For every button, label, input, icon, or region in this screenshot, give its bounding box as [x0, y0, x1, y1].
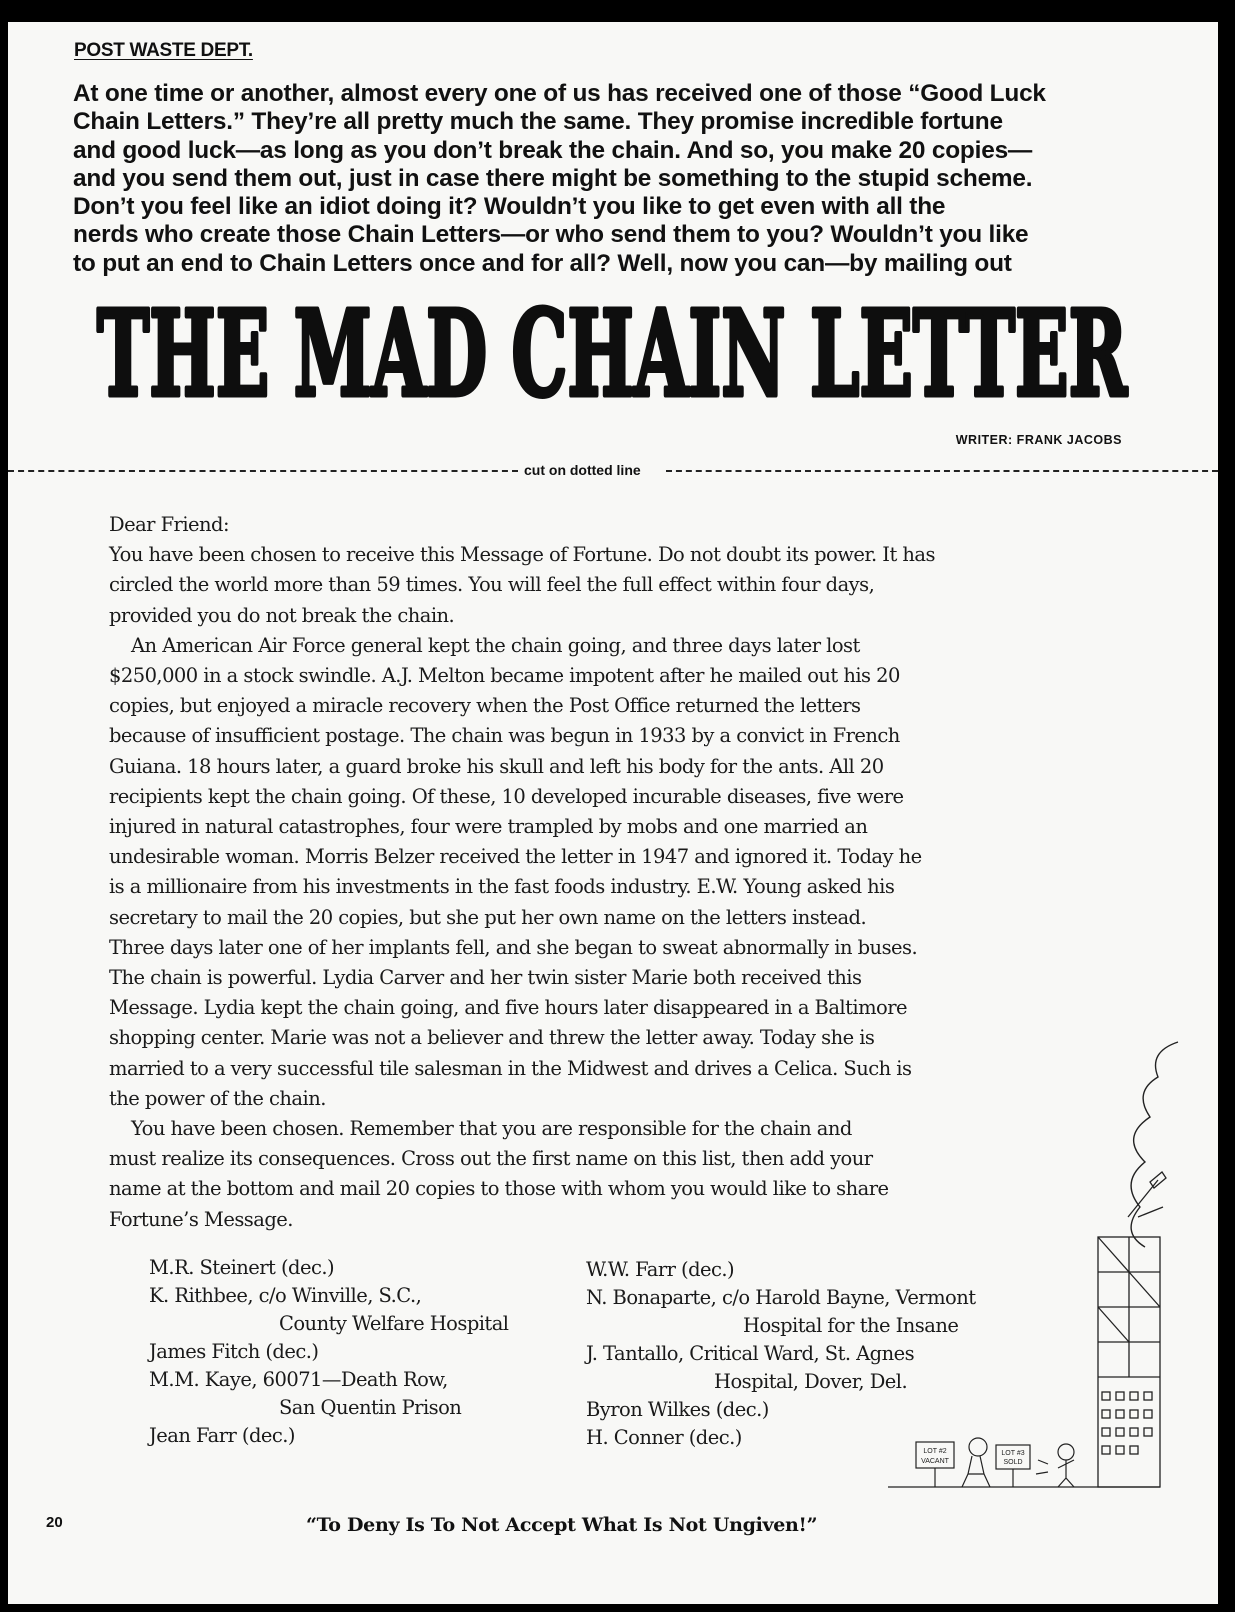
sign-text: SOLD [1003, 1459, 1023, 1466]
intro-line: Don’t you feel like an idiot doing it? Wouldn’t you like to get even with all the [73, 193, 946, 221]
dotted-line-left [8, 470, 518, 472]
name-entry: Jean Farr (dec.) [149, 1424, 295, 1447]
letter-line: You have been chosen to receive this Message of Fortune. Do not doubt its power. It has [109, 543, 935, 567]
letter-line: is a millionaire from his investments in the fast foods industry. E.W. Young asked his [109, 875, 895, 899]
intro-line: nerds who create those Chain Letters—or who send them to you? Wouldn’t you like [73, 221, 1029, 249]
intro-line: Chain Letters.” They’re all pretty much the same. They promise incredible fortune [73, 108, 1003, 136]
letter-line: secretary to mail the 20 copies, but she put her own name on the letters instead. [109, 905, 867, 929]
sign-text: LOT #3 [1001, 1450, 1025, 1457]
section-label: POST WASTE DEPT. [74, 40, 253, 61]
letter-line: Fortune’s Message. [109, 1207, 293, 1231]
letter-line: The chain is powerful. Lydia Carver and her twin sister Marie both received this [109, 966, 862, 990]
letter-line: copies, but enjoyed a miracle recovery when the Post Office returned the letters [109, 694, 861, 718]
cut-line [8, 460, 1218, 482]
letter-line: name at the bottom and mail 20 copies to those with whom you would like to share [109, 1177, 889, 1201]
name-entry: Byron Wilkes (dec.) [586, 1398, 769, 1421]
building-drawing [888, 1172, 1166, 1487]
intro-text [73, 80, 1159, 278]
letter-line: undesirable woman. Morris Belzer received the letter in 1947 and ignored it. Today he [109, 845, 922, 869]
intro-line: At one time or another, almost every one of us has received one of those “Good Luck [73, 80, 1046, 107]
name-entry-continued: Hospital, Dover, Del. [714, 1370, 908, 1393]
letter-line: provided you do not break the chain. [109, 603, 455, 627]
intro-line: and you send them out, just in case there might be something to the stupid scheme. [73, 164, 1033, 192]
letter-line: $250,000 in a stock swindle. A.J. Melton became impotent after he mailed out his 20 [109, 664, 900, 688]
letter-line: An American Air Force general kept the chain going, and three days later lost [131, 633, 860, 657]
letter-line: the power of the chain. [109, 1086, 326, 1110]
letter-line: married to a very successful tile salesman in the Midwest and drives a Celica. Such is [109, 1056, 912, 1080]
dotted-line-right [666, 470, 1218, 472]
name-entry: K. Rithbee, c/o Winville, S.C., [149, 1284, 422, 1307]
name-entry: J. Tantallo, Critical Ward, St. Agnes [586, 1342, 915, 1365]
writer-credit: WRITER: FRANK JACOBS [955, 433, 1122, 447]
name-list-left [149, 1254, 599, 1450]
name-entry: H. Conner (dec.) [586, 1426, 742, 1449]
letter-line: circled the world more than 59 times. You will feel the full effect within four days, [109, 573, 875, 597]
name-entry: W.W. Farr (dec.) [586, 1258, 735, 1281]
letter-line: Message. Lydia kept the chain going, and five hours later disappeared in a Baltimore [109, 996, 907, 1020]
sign-text: LOT #2 [923, 1448, 947, 1455]
paragraph-1 [109, 540, 1119, 631]
magazine-page [8, 22, 1218, 1604]
name-entry: M.M. Kaye, 60071—Death Row, [149, 1368, 448, 1391]
name-entry: M.R. Steinert (dec.) [149, 1256, 335, 1279]
letter-line: because of insufficient postage. The chain was begun in 1933 by a convict in French [109, 724, 900, 748]
letter-line: Three days later one of her implants fell, and she began to sweat abnormally in buses. [109, 935, 918, 959]
main-title: THE MAD CHAIN LETTER [97, 284, 1128, 423]
name-entry-continued: Hospital for the Insane [743, 1314, 959, 1337]
name-entry-continued: County Welfare Hospital [279, 1312, 509, 1335]
letter-line: injured in natural catastrophes, four were trampled by mobs and one married an [109, 815, 868, 839]
cut-label: cut on dotted line [524, 462, 641, 478]
greeting: Dear Friend: [109, 513, 229, 536]
sign-text: VACANT [921, 1458, 949, 1465]
tagline: “To Deny Is To Not Accept What Is Not Ungiven!” [306, 1514, 818, 1536]
name-entry-continued: San Quentin Prison [279, 1396, 462, 1419]
intro-line: and good luck—as long as you don’t break the chain. And so, you make 20 copies— [73, 136, 1033, 164]
letter-line: recipients kept the chain going. Of these, 10 developed incurable diseases, five were [109, 784, 904, 808]
title-banner [82, 284, 1142, 433]
letter-line: shopping center. Marie was not a believer and threw the letter away. Today she is [109, 1026, 875, 1050]
page-number: 20 [46, 1514, 63, 1531]
margin-cartoon [888, 1032, 1218, 1502]
name-entry: James Fitch (dec.) [149, 1340, 319, 1363]
intro-line: to put an end to Chain Letters once and for all? Well, now you can—by mailing out [73, 249, 1012, 277]
letter-line: Guiana. 18 hours later, a guard broke his skull and left his body for the ants. All 20 [109, 754, 884, 778]
letter-line: You have been chosen. Remember that you are responsible for the chain and [131, 1117, 852, 1141]
name-entry: N. Bonaparte, c/o Harold Bayne, Vermont [586, 1286, 976, 1309]
letter-line: must realize its consequences. Cross out the first name on this list, then add your [109, 1147, 873, 1171]
